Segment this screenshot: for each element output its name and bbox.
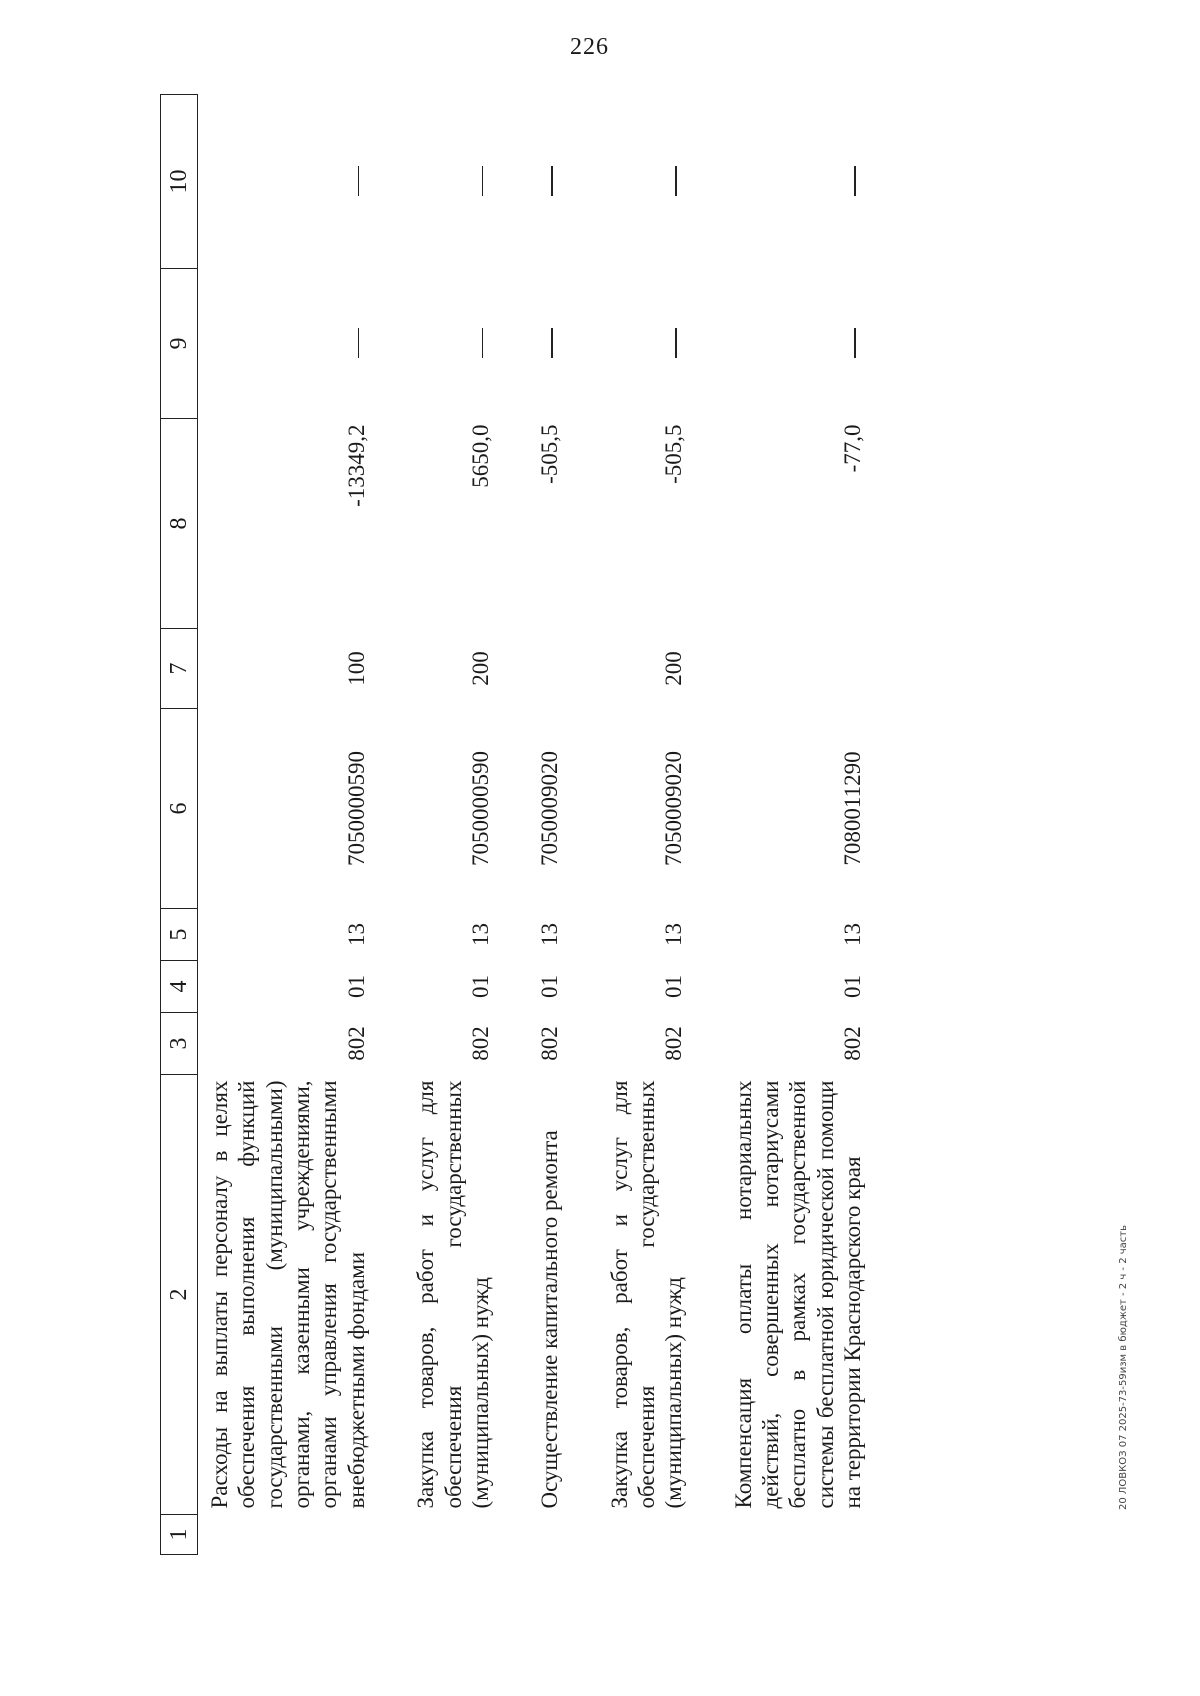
footer-note: 20 ЛОВКОЗ 07 2025-73-59изм в бюджет - 2 ч - 2 часть bbox=[1118, 1224, 1129, 1510]
row-grbs: 802 bbox=[537, 1026, 563, 1061]
row-target-article: 7050000590 bbox=[467, 751, 493, 866]
row-name: Закупка товаров, работ и услуг для обеспечения государственных (муниципальных) нужд bbox=[606, 1080, 687, 1509]
row-subsection: 13 bbox=[467, 923, 493, 946]
row-amount: -13349,2 bbox=[343, 424, 369, 507]
dash-mark bbox=[482, 167, 484, 197]
row-expense-type bbox=[688, 629, 867, 709]
row-col9 bbox=[370, 269, 494, 419]
row-grbs: 802 bbox=[467, 1026, 493, 1061]
header-col-8: 8 bbox=[161, 419, 198, 629]
row-name: Расходы на выплаты персоналу в целях обеспечения выполнения функций государственными (муниципальными) органами, казенными учреждениями, органами управления государственными внебюджетными фондами bbox=[207, 1080, 369, 1509]
header-col-7: 7 bbox=[161, 629, 198, 709]
dash-mark bbox=[675, 167, 677, 197]
row-target-article: 7080011290 bbox=[840, 751, 866, 866]
row-expense-type: 200 bbox=[467, 651, 493, 686]
dash-mark bbox=[854, 167, 856, 197]
header-col-5: 5 bbox=[161, 909, 198, 961]
row-name: Компенсация оплаты нотариальных действий, совершенных нотариусами бесплатно в рамках государственной системы бесплатной юридической помощи на территории Краснодарского края bbox=[730, 1080, 866, 1509]
row-name: Осуществление капитального ремонта bbox=[537, 1130, 563, 1509]
row-section: 01 bbox=[467, 975, 493, 998]
row-section: 01 bbox=[537, 975, 563, 998]
budget-table-rotated bbox=[160, 95, 1060, 1555]
row-name: Закупка товаров, работ и услуг для обеспечения государственных (муниципальных) нужд bbox=[413, 1080, 493, 1509]
header-col-3: 3 bbox=[161, 1013, 198, 1075]
row-col9 bbox=[198, 269, 371, 419]
header-col-2: 2 bbox=[161, 1075, 198, 1515]
row-target-article: 7050009020 bbox=[537, 751, 563, 866]
row-col9 bbox=[494, 269, 563, 419]
header-col-4: 4 bbox=[161, 961, 198, 1013]
row-amount: -505,5 bbox=[661, 424, 687, 484]
row-col9 bbox=[564, 269, 688, 419]
row-col10 bbox=[494, 95, 563, 269]
row-grbs: 802 bbox=[661, 1026, 687, 1061]
row-subsection: 13 bbox=[661, 923, 687, 946]
row-col10 bbox=[198, 95, 371, 269]
table-row bbox=[494, 95, 563, 1555]
row-grbs: 802 bbox=[840, 1026, 866, 1061]
header-col-1: 1 bbox=[161, 1515, 198, 1555]
row-expense-type bbox=[494, 629, 563, 709]
row-expense-type: 200 bbox=[661, 651, 687, 686]
row-col10 bbox=[688, 95, 867, 269]
row-target-article: 7050009020 bbox=[661, 751, 687, 866]
row-amount: -77,0 bbox=[840, 424, 866, 473]
budget-table bbox=[160, 94, 866, 1555]
dash-mark bbox=[675, 329, 677, 359]
page-number: 226 bbox=[570, 34, 609, 60]
row-subsection: 13 bbox=[840, 923, 866, 946]
header-row bbox=[161, 95, 198, 1555]
dash-mark bbox=[854, 329, 856, 359]
row-target-article: 7050000590 bbox=[343, 751, 369, 866]
row-subsection: 13 bbox=[343, 923, 369, 946]
table-row bbox=[198, 95, 371, 1555]
table-row bbox=[564, 95, 688, 1555]
row-grbs: 802 bbox=[343, 1026, 369, 1061]
row-amount: -505,5 bbox=[537, 424, 563, 484]
dash-mark bbox=[482, 329, 484, 359]
dash-mark bbox=[358, 167, 360, 197]
table-row bbox=[688, 95, 867, 1555]
row-section: 01 bbox=[840, 975, 866, 998]
row-col10 bbox=[564, 95, 688, 269]
dash-mark bbox=[551, 329, 553, 359]
row-col10 bbox=[370, 95, 494, 269]
row-section: 01 bbox=[343, 975, 369, 998]
row-expense-type: 100 bbox=[343, 651, 369, 686]
dash-mark bbox=[551, 167, 553, 197]
row-amount: 5650,0 bbox=[467, 424, 493, 488]
table-row bbox=[370, 95, 494, 1555]
row-col9 bbox=[688, 269, 867, 419]
header-col-9: 9 bbox=[161, 269, 198, 419]
header-col-10: 10 bbox=[161, 95, 198, 269]
header-col-6: 6 bbox=[161, 709, 198, 909]
row-section: 01 bbox=[661, 975, 687, 998]
dash-mark bbox=[358, 329, 360, 359]
row-subsection: 13 bbox=[537, 923, 563, 946]
